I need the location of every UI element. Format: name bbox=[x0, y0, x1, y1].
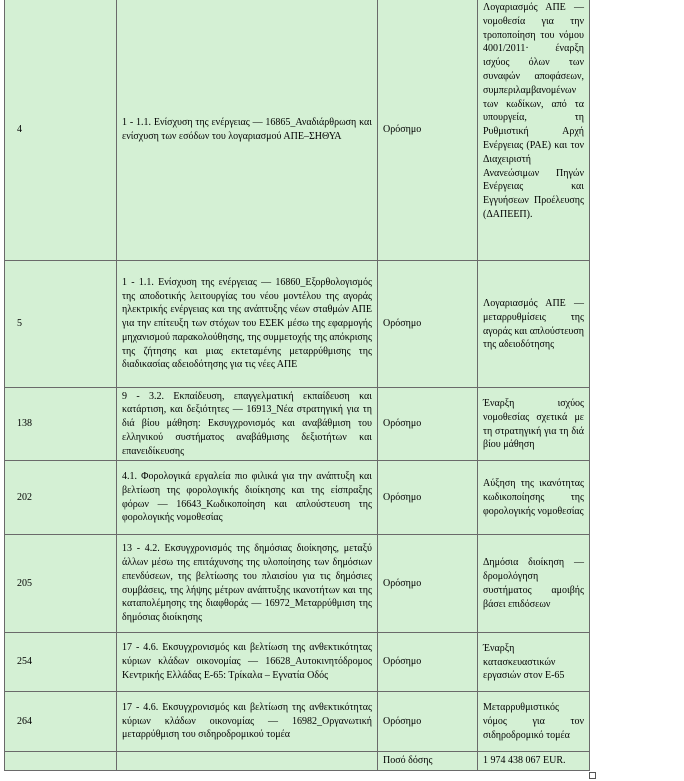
row-note: Αύξηση της ικανότητας κωδικοποίησης της φορολογικής νομοθεσίας bbox=[478, 461, 590, 535]
installment-amount: 1 974 438 067 EUR. bbox=[478, 752, 590, 771]
row-number: 264 bbox=[5, 692, 117, 752]
row-number: 4 bbox=[5, 0, 117, 261]
row-type: Ορόσημο bbox=[378, 461, 478, 535]
row-type: Ορόσημο bbox=[378, 692, 478, 752]
row-type: Ορόσημο bbox=[378, 535, 478, 633]
row-number: 5 bbox=[5, 261, 117, 388]
table-row bbox=[5, 692, 590, 752]
row-description: 17 - 4.6. Εκσυγχρονισμός και βελτίωση της ανθεκτικότητας κύριων κλάδων οικονομίας — 16628_Αυτοκινητόδρομος Κεντρικής Ελλάδας Ε-65: Τρίκαλα – Εγνατία Οδός bbox=[117, 633, 378, 692]
row-note: Δημόσια διοίκηση — δρομολόγηση συστήματος αμοιβής βάσει επιδόσεων bbox=[478, 535, 590, 633]
row-note: Έναρξη ισχύος νομοθεσίας σχετικά με τη στρατηγική για τη διά βίου μάθηση bbox=[478, 388, 590, 461]
table-row bbox=[5, 461, 590, 535]
row-description: 17 - 4.6. Εκσυγχρονισμός και βελτίωση της ανθεκτικότητας κύριων κλάδων οικονομίας — 16982_Οργανωτική μεταρρύθμιση του σιδηροδρομικού τομέα bbox=[117, 692, 378, 752]
row-description: 4.1. Φορολογικά εργαλεία πιο φιλικά για την ανάπτυξη και βελτίωση της φορολογικής διοίκησης και της είσπραξης φόρων — 16643_Κωδικοποίηση και απλούστευση της φορολογικής νομοθεσίας bbox=[117, 461, 378, 535]
row-type: Ορόσημο bbox=[378, 633, 478, 692]
table-row bbox=[5, 0, 590, 261]
row-note: Έναρξη κατασκευαστικών εργασιών στον Ε-65 bbox=[478, 633, 590, 692]
row-number: 205 bbox=[5, 535, 117, 633]
footer-empty-cell bbox=[117, 752, 378, 771]
row-description: 1 - 1.1. Ενίσχυση της ενέργειας — 16865_Αναδιάρθρωση και ενίσχυση των εσόδων του λογαριασμού ΑΠΕ–ΣΗΘΥΑ bbox=[117, 0, 378, 261]
row-type: Ορόσημο bbox=[378, 261, 478, 388]
row-note: Λογαριασμός ΑΠΕ — νομοθεσία για την τροποποίηση του νόμου 4001/2011· έναρξη ισχύος όλων των συναφών αποφάσεων, συμπεριλαμβανομένων των κωδίκων, από τα υπουργεία, τη Ρυθμιστική Αρχή Ενέργειας (ΡΑΕ) και τον Διαχειριστή Ανανεώσιμων Πηγών Ενέργειας και Εγγυήσεων Προέλευσης (ΔΑΠΕΕΠ). bbox=[478, 0, 590, 261]
row-note: Λογαριασμός ΑΠΕ — μεταρρυθμίσεις της αγοράς και απλούστευση της αδειοδότησης bbox=[478, 261, 590, 388]
footer-empty-cell bbox=[5, 752, 117, 771]
table-row bbox=[5, 535, 590, 633]
row-description: 13 - 4.2. Εκσυγχρονισμός της δημόσιας διοίκησης, μεταξύ άλλων μέσω της επιτάχυνσης της υλοποίησης των δημόσιων επενδύσεων, της βελτίωσης του πλαισίου για τις δημόσιες συμβάσεις, της λήψης μέτρων ανάπτυξης ικανοτήτων και της καταπολέμησης της διαφθοράς — 16972_Μεταρρύθμιση της δημόσιας διοίκησης bbox=[117, 535, 378, 633]
table-row bbox=[5, 261, 590, 388]
table-footer-row bbox=[5, 752, 590, 771]
row-number: 254 bbox=[5, 633, 117, 692]
installment-label: Ποσό δόσης bbox=[378, 752, 478, 771]
milestones-table bbox=[4, 0, 590, 771]
row-type: Ορόσημο bbox=[378, 0, 478, 261]
row-description: 1 - 1.1. Ενίσχυση της ενέργειας — 16860_Εξορθολογισμός της αποδοτικής λειτουργίας του νέου μοντέλου της αγοράς ηλεκτρικής ενέργειας και της ανάπτυξης νέων σταθμών ΑΠΕ για την επίτευξη των στόχων του ΕΣΕΚ μέσω της εφαρμογής μηχανισμού παρακολούθησης, της συμμετοχής της απόκρισης της ζήτησης και μιας εκτεταμένης μεταρρύθμισης της διαδικασίας αδειοδότησης για τις νέες ΑΠΕ bbox=[117, 261, 378, 388]
row-number: 138 bbox=[5, 388, 117, 461]
row-note: Μεταρρυθμιστικός νόμος για τον σιδηροδρομικό τομέα bbox=[478, 692, 590, 752]
row-number: 202 bbox=[5, 461, 117, 535]
table-row bbox=[5, 388, 590, 461]
row-description: 9 - 3.2. Εκπαίδευση, επαγγελματική εκπαίδευση και κατάρτιση, και δεξιότητες — 16913_Νέα στρατηγική για τη διά βίου μάθηση: Εκσυγχρονισμός και αναβάθμιση του ελληνικού συστήματος αναβάθμισης δεξιοτήτων και επανειδίκευσης bbox=[117, 388, 378, 461]
table-row bbox=[5, 633, 590, 692]
row-type: Ορόσημο bbox=[378, 388, 478, 461]
table-resize-handle[interactable] bbox=[589, 772, 596, 779]
